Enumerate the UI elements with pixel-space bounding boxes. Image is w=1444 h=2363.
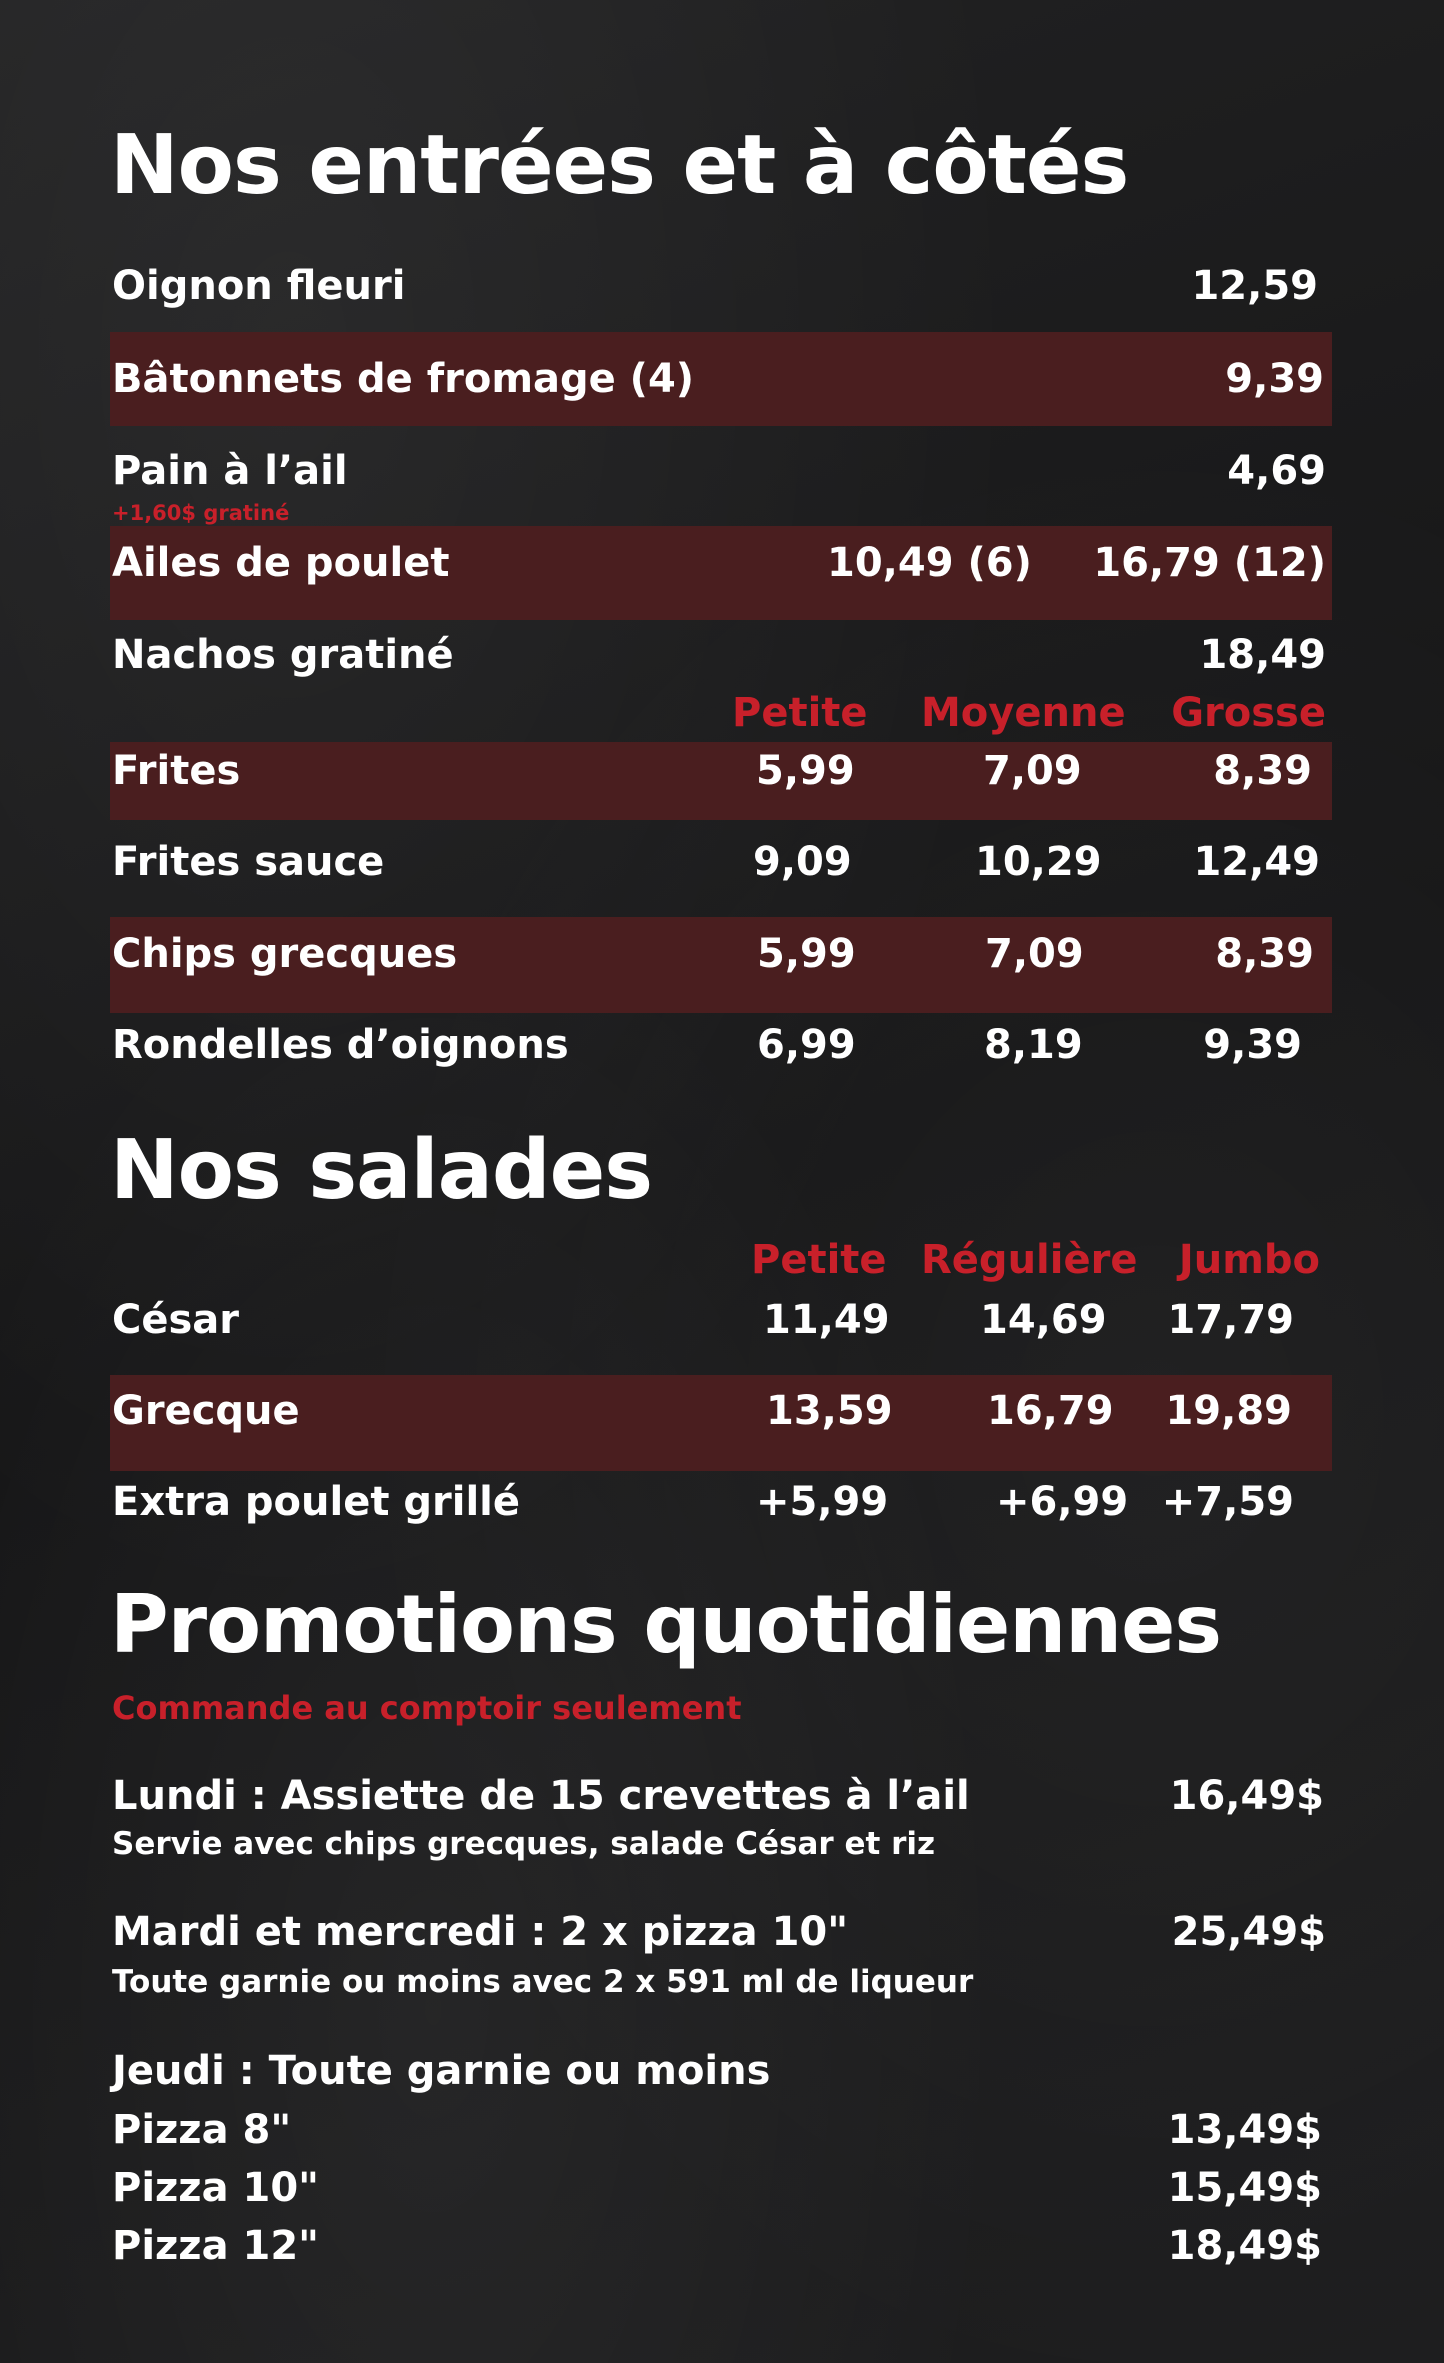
item-chips-large: 8,39 [1215, 931, 1314, 977]
item-frites-sauce-small: 9,09 [753, 839, 852, 885]
item-ailes-price-6: 10,49 (6) [827, 540, 1032, 586]
salade-grecque-name: Grecque [112, 1388, 300, 1434]
item-chips-name: Chips grecques [112, 931, 458, 977]
promo-jeudi-pizza-name: Pizza 8" [112, 2107, 292, 2153]
promotions-subtitle: Commande au comptoir seulement [112, 1689, 742, 1727]
item-ailes-price-12: 16,79 (12) [1093, 540, 1326, 586]
promo-lundi-desc: Servie avec chips grecques, salade César et riz [112, 1826, 936, 1862]
item-chips-small: 5,99 [757, 931, 856, 977]
size-header-jumbo: Jumbo [1178, 1237, 1320, 1283]
item-frites-small: 5,99 [756, 748, 855, 794]
size-header-petite: Petite [751, 1237, 887, 1283]
item-nachos-price: 18,49 [1199, 632, 1326, 678]
promo-jeudi-pizza-name: Pizza 12" [112, 2223, 320, 2269]
salade-grecque-small: 13,59 [766, 1388, 893, 1434]
item-pain-name: Pain à l’ail [112, 448, 348, 494]
row-highlight [110, 742, 1332, 820]
size-header-moyenne: Moyenne [921, 690, 1126, 736]
salades-title: Nos salades [110, 1123, 653, 1218]
promo-mardi-title: Mardi et mercredi : 2 x pizza 10" [112, 1909, 849, 1955]
promo-jeudi-pizza-price: 18,49$ [1167, 2223, 1322, 2269]
item-frites-name: Frites [112, 748, 241, 794]
item-frites-large: 8,39 [1213, 748, 1312, 794]
salade-grecque-jumbo: 19,89 [1165, 1388, 1292, 1434]
entrees-title: Nos entrées et à côtés [110, 118, 1129, 213]
size-header-petite: Petite [732, 690, 868, 736]
promo-jeudi-pizza-price: 15,49$ [1167, 2165, 1322, 2211]
promo-jeudi-pizza-name: Pizza 10" [112, 2165, 320, 2211]
item-oignon-name: Oignon fleuri [112, 263, 406, 309]
salade-cesar-jumbo: 17,79 [1167, 1297, 1294, 1343]
item-nachos-name: Nachos gratiné [112, 632, 454, 678]
item-ailes-name: Ailes de poulet [112, 540, 450, 586]
promo-jeudi-pizza-price: 13,49$ [1167, 2107, 1322, 2153]
item-batonnets-price: 9,39 [1225, 356, 1324, 402]
size-header-grosse: Grosse [1171, 690, 1326, 736]
salade-extra-name: Extra poulet grillé [112, 1479, 520, 1525]
item-chips-medium: 7,09 [985, 931, 1084, 977]
item-frites-sauce-large: 12,49 [1193, 839, 1320, 885]
item-rondelles-medium: 8,19 [984, 1022, 1083, 1068]
item-frites-sauce-name: Frites sauce [112, 839, 385, 885]
item-rondelles-small: 6,99 [757, 1022, 856, 1068]
promo-jeudi-title: Jeudi : Toute garnie ou moins [112, 2048, 771, 2094]
salade-cesar-name: César [112, 1297, 240, 1343]
item-frites-sauce-medium: 10,29 [975, 839, 1102, 885]
promo-mardi-desc: Toute garnie ou moins avec 2 x 591 ml de liqueur [112, 1964, 974, 2000]
salade-cesar-small: 11,49 [763, 1297, 890, 1343]
item-frites-medium: 7,09 [983, 748, 1082, 794]
item-rondelles-name: Rondelles d’oignons [112, 1022, 569, 1068]
promo-lundi-title: Lundi : Assiette de 15 crevettes à l’ail [112, 1773, 970, 1819]
salade-extra-small: +5,99 [756, 1479, 889, 1525]
item-pain-note: +1,60$ gratiné [112, 501, 290, 525]
salade-extra-jumbo: +7,59 [1161, 1479, 1294, 1525]
item-pain-price: 4,69 [1227, 448, 1326, 494]
salade-extra-regular: +6,99 [996, 1479, 1129, 1525]
size-header-reguliere: Régulière [921, 1237, 1138, 1283]
salade-grecque-regular: 16,79 [987, 1388, 1114, 1434]
item-batonnets-name: Bâtonnets de fromage (4) [112, 356, 695, 402]
item-oignon-price: 12,59 [1191, 263, 1318, 309]
item-rondelles-large: 9,39 [1203, 1022, 1302, 1068]
promo-mardi-price: 25,49$ [1171, 1909, 1326, 1955]
promotions-title: Promotions quotidiennes [110, 1578, 1221, 1671]
salade-cesar-regular: 14,69 [980, 1297, 1107, 1343]
promo-lundi-price: 16,49$ [1169, 1773, 1324, 1819]
